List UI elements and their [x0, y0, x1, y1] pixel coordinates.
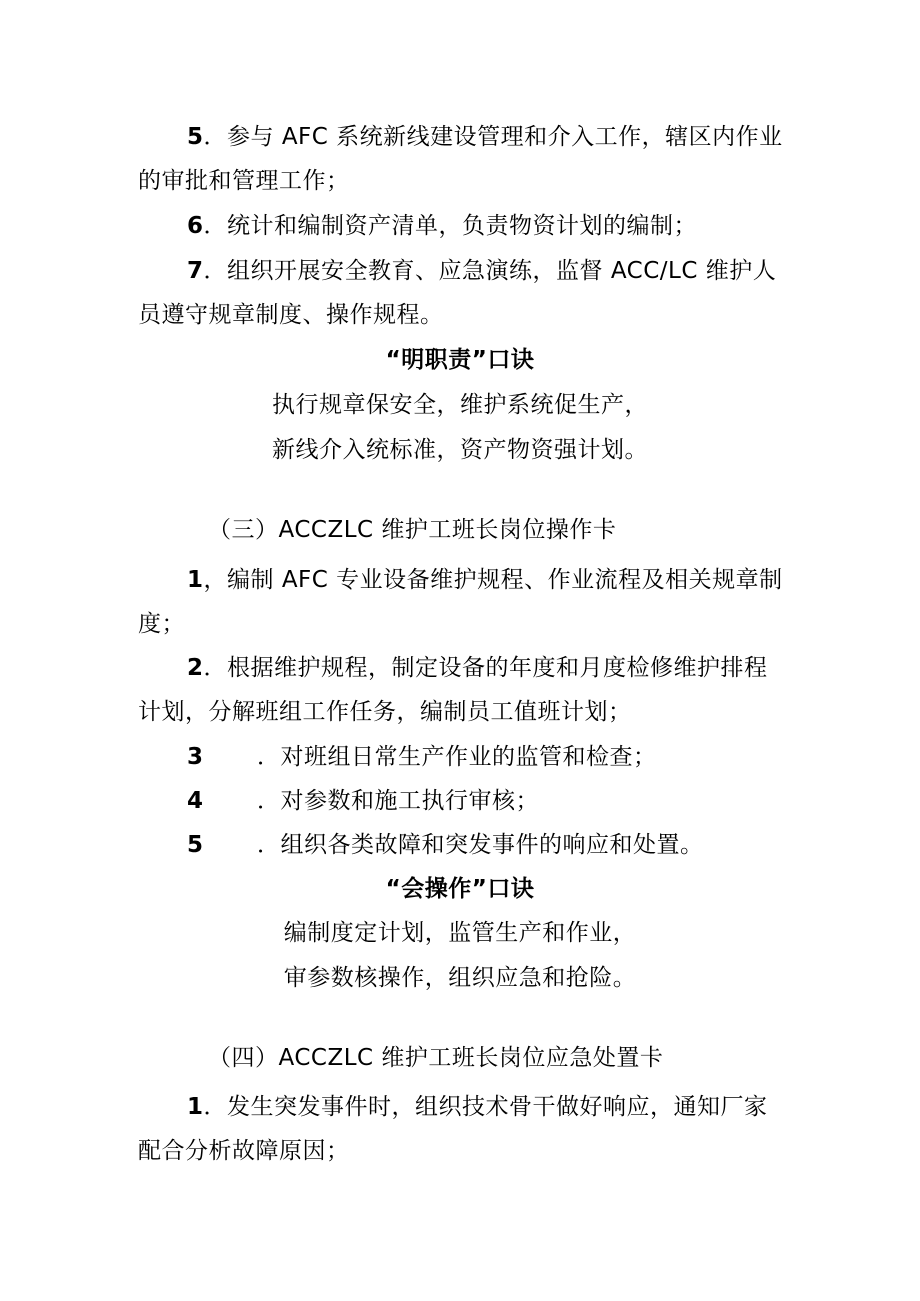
list-item	[187, 653, 768, 683]
item-number: 6	[187, 213, 204, 239]
section-heading: （三）ACCZLC 维护工班长岗位操作卡	[208, 517, 617, 543]
section-heading: （四）ACCZLC 维护工班长岗位应急处置卡	[208, 1045, 664, 1071]
list-item	[187, 742, 657, 772]
item-text: ．发生突发事件时，组织技术骨干做好响应，通知厂家	[203, 1094, 768, 1120]
list-item	[187, 211, 697, 241]
list-item	[187, 565, 783, 595]
mnemonic-title: “会操作”口诀	[385, 876, 535, 902]
list-item	[187, 830, 704, 860]
item-text: ．统计和编制资产清单，负责物资计划的编制；	[203, 213, 698, 239]
list-item	[187, 786, 539, 816]
item-number: 5	[187, 832, 204, 858]
item-number: 3	[187, 744, 204, 770]
list-item	[187, 122, 783, 152]
mnemonic-line: 执行规章保安全，维护系统促生产，	[272, 392, 648, 418]
item-text: ．参与 AFC 系统新线建设管理和介入工作，辖区内作业	[203, 124, 783, 150]
mnemonic-title: “明职责”口诀	[385, 347, 535, 373]
item-text: ．组织开展安全教育、应急演练，监督 ACC/LC 维护人	[203, 258, 777, 284]
item-continuation: 的审批和管理工作；	[138, 168, 350, 194]
item-continuation: 计划，分解班组工作任务，编制员工值班计划；	[138, 699, 632, 725]
item-text: ．对班组日常生产作业的监管和检查；	[257, 744, 657, 770]
list-item	[187, 256, 776, 286]
item-number: 1	[187, 1094, 204, 1120]
item-text: ，编制 AFC 专业设备维护规程、作业流程及相关规章制	[203, 567, 783, 593]
item-text: ．组织各类故障和突发事件的响应和处置。	[257, 832, 704, 858]
item-continuation: 员遵守规章制度、操作规程。	[138, 302, 444, 328]
list-item	[187, 1092, 768, 1122]
mnemonic-line: 编制度定计划，监管生产和作业，	[283, 920, 637, 946]
mnemonic-line: 审参数核操作，组织应急和抢险。	[283, 965, 637, 991]
mnemonic-line: 新线介入统标准，资产物资强计划。	[272, 437, 648, 463]
item-text: ．对参数和施工执行审核；	[257, 788, 539, 814]
item-number: 2	[187, 655, 204, 681]
item-text: ．根据维护规程，制定设备的年度和月度检修维护排程	[203, 655, 768, 681]
item-number: 1	[187, 567, 204, 593]
item-continuation: 配合分析故障原因；	[138, 1138, 350, 1164]
item-continuation: 度；	[138, 611, 185, 637]
item-number: 7	[187, 258, 204, 284]
item-number: 4	[187, 788, 204, 814]
item-number: 5	[187, 124, 204, 150]
